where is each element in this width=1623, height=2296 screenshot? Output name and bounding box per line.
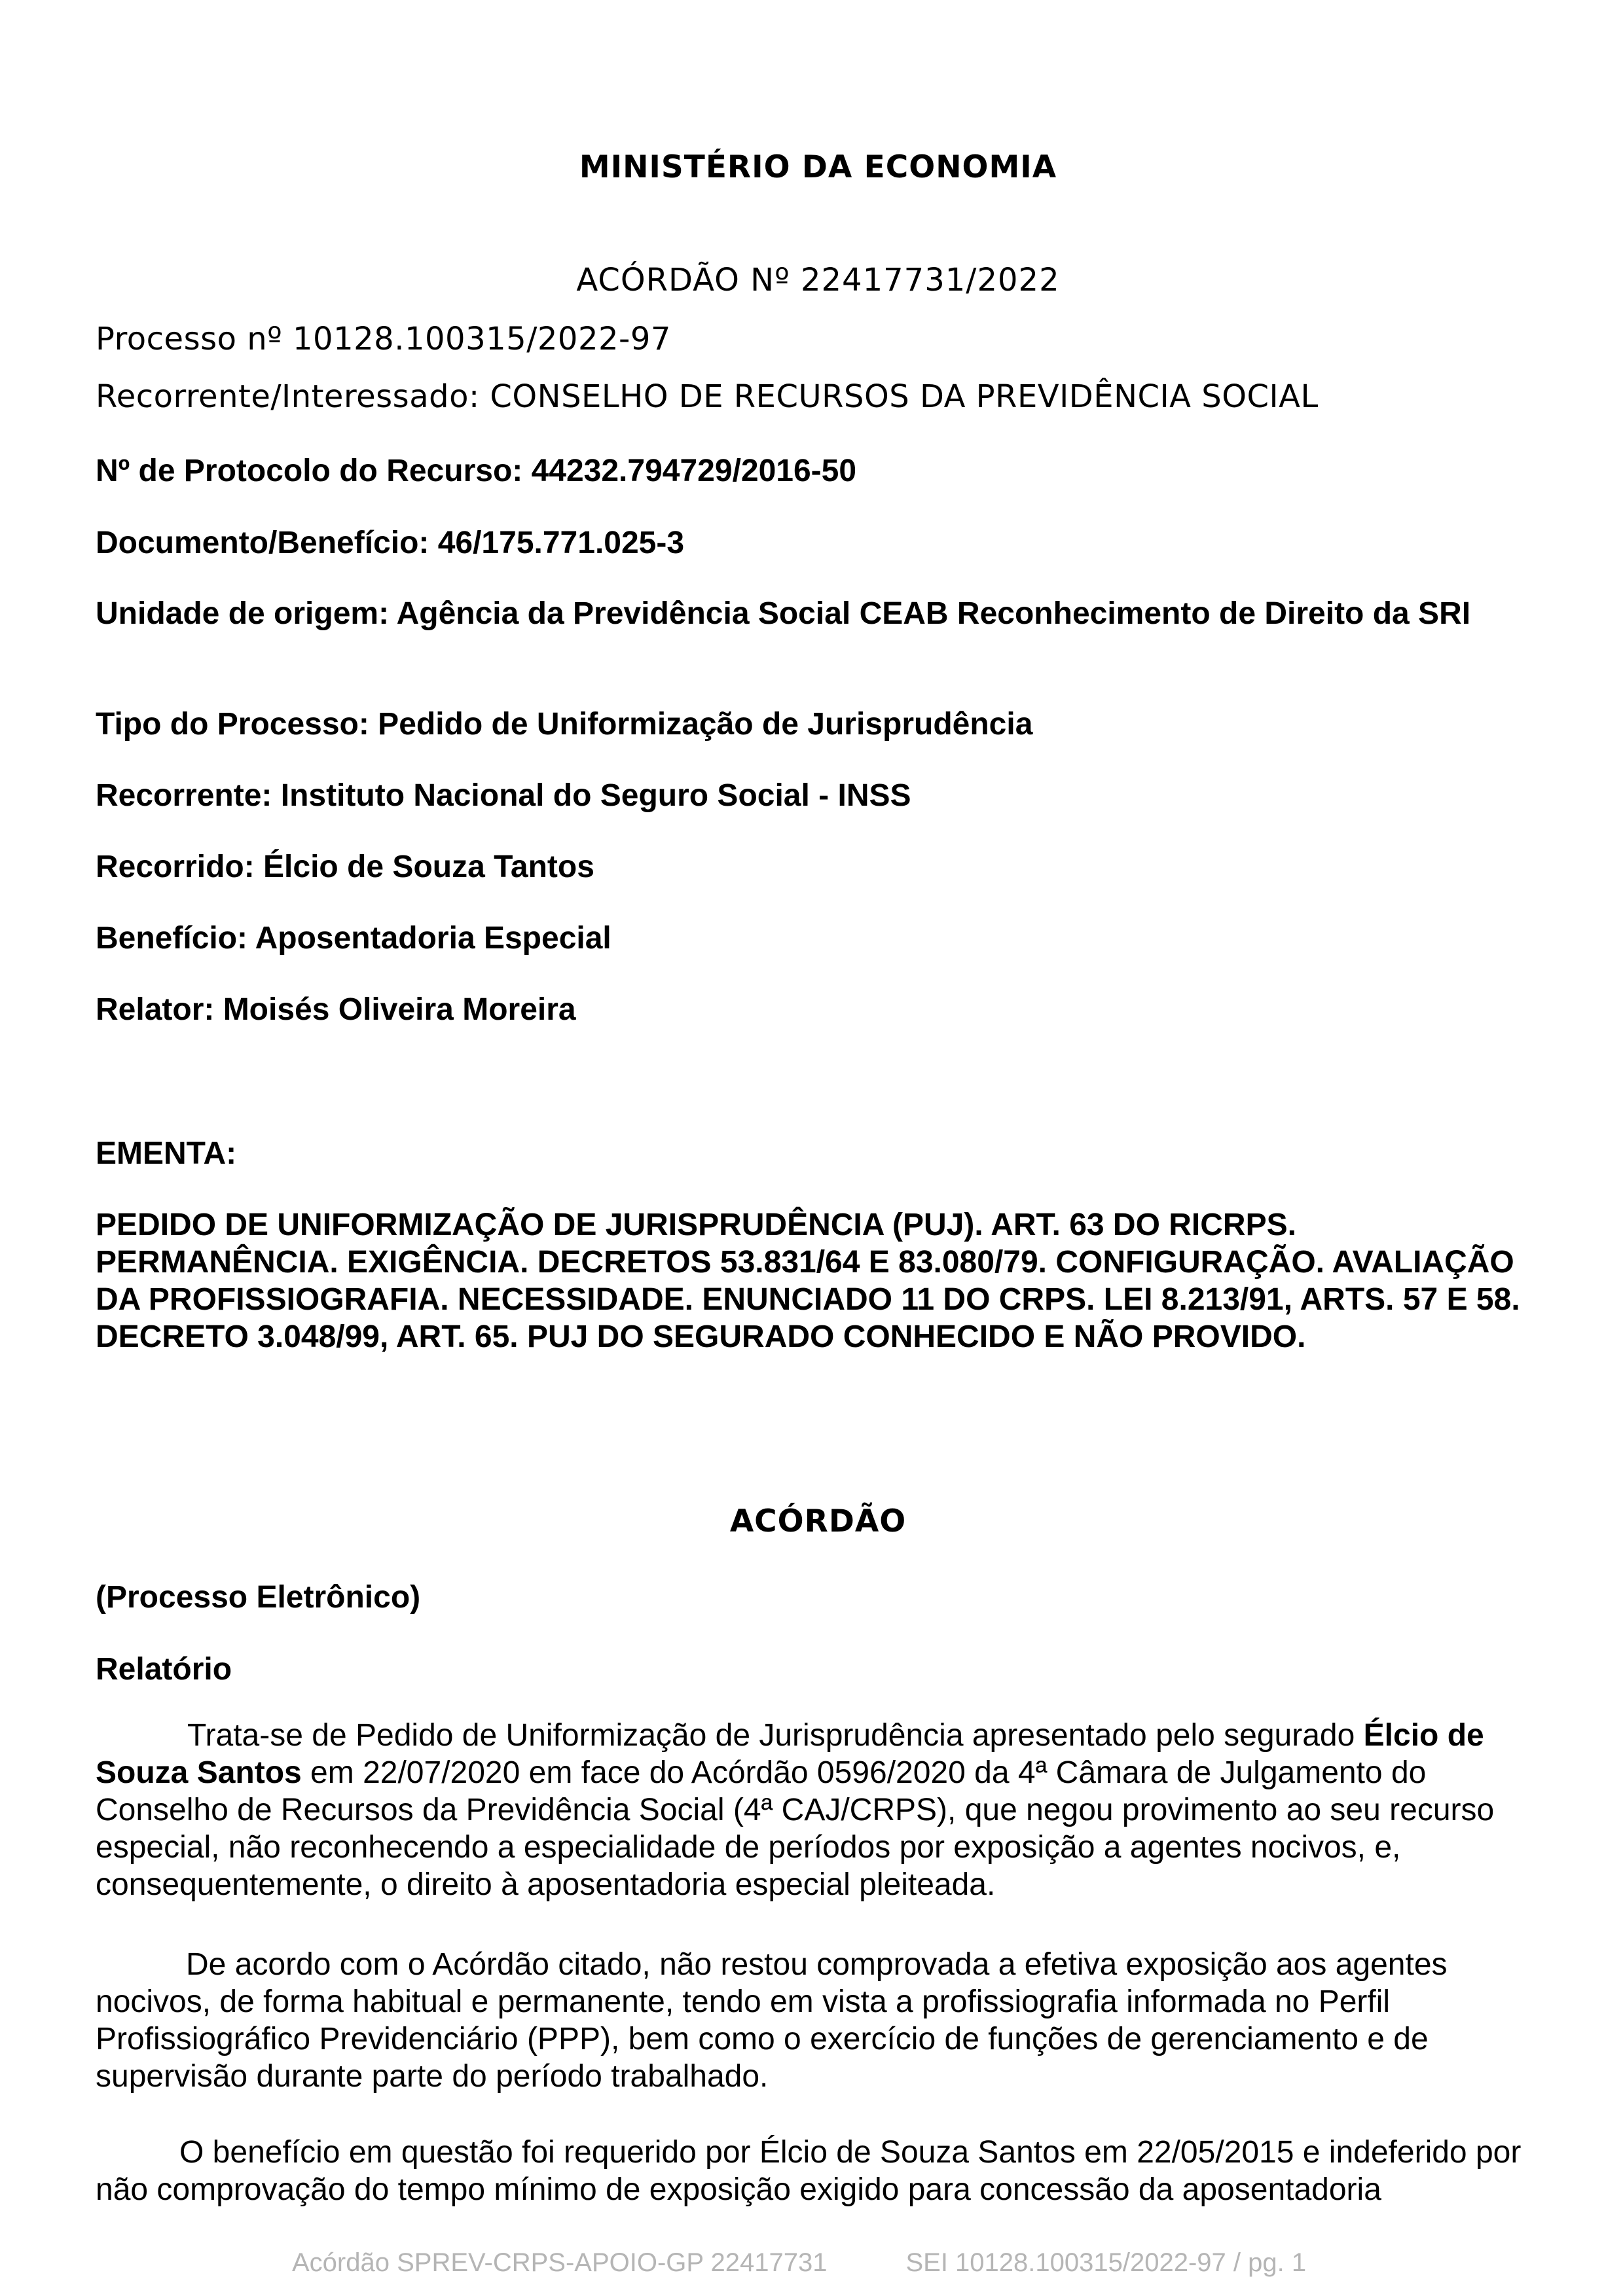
processo-eletronico-label: (Processo Eletrônico) <box>96 1580 421 1615</box>
p1-text-after: em 22/07/2020 em face do Acórdão 0596/2020 da 4ª Câmara de Julgamento do Conselho de Recursos da Previdência Social (4ª CAJ/CRPS), que negou provimento ao seu recurso especial, não reconhecendo a especialidade de períodos por exposição a agentes nocivos, e, consequentemente, o direito à aposentadoria especial pleiteada. <box>96 1755 1495 1902</box>
relatorio-paragraph-2 <box>96 1946 1523 2095</box>
footer-sei-page: SEI 10128.100315/2022-97 / pg. 1 <box>905 2248 1307 2277</box>
documento-beneficio-field: Documento/Benefício: 46/175.771.025-3 <box>96 526 685 560</box>
relatorio-heading: Relatório <box>96 1652 232 1687</box>
page-footer <box>292 2248 1306 2278</box>
tipo-processo-field: Tipo do Processo: Pedido de Uniformização de Jurisprudência <box>96 707 1033 742</box>
relatorio-paragraph-1 <box>96 1717 1523 1903</box>
unidade-origem-field: Unidade de origem: Agência da Previdência Social CEAB Reconhecimento de Direito da SRI <box>96 596 1471 631</box>
relatorio-paragraph-3 <box>96 2134 1523 2208</box>
p1-text-before: Trata-se de Pedido de Uniformização de Jurisprudência apresentado pelo segurado <box>187 1718 1364 1753</box>
p2-text: De acordo com o Acórdão citado, não restou comprovada a efetiva exposição aos agentes nocivos, de forma habitual e permanente, tendo em vista a profissiografia informada no Perfil Profissiográfico Previdenciário (PPP), bem como o exercício de funções de gerenciamento e de supervisão durante parte do período trabalhado. <box>96 1947 1448 2094</box>
ementa-text: PEDIDO DE UNIFORMIZAÇÃO DE JURISPRUDÊNCIA (PUJ). ART. 63 DO RICRPS. PERMANÊNCIA. EXIGÊNCIA. DECRETOS 53.831/64 E 83.080/79. CONFIGURAÇÃO. AVALIAÇÃO DA PROFISSIOGRAFIA. NECESSIDADE. ENUNCIADO 11 DO CRPS. LEI 8.213/91, ARTS. 57 E 58. DECRETO 3.048/99, ART. 65. PUJ DO SEGURADO CONHECIDO E NÃO PROVIDO. <box>96 1208 1520 1354</box>
acordao-title: ACÓRDÃO <box>729 1503 907 1539</box>
ministry-heading: MINISTÉRIO DA ECONOMIA <box>579 149 1057 185</box>
recorrente-field: Recorrente: Instituto Nacional do Seguro Social - INSS <box>96 778 911 813</box>
beneficio-field: Benefício: Aposentadoria Especial <box>96 921 611 956</box>
processo-number: Processo nº 10128.100315/2022-97 <box>96 321 671 357</box>
p3-text: O benefício em questão foi requerido por Élcio de Souza Santos em 22/05/2015 e indeferido por não comprovação do tempo mínimo de exposição exigido para concessão da aposentadoria <box>96 2135 1522 2207</box>
relator-field: Relator: Moisés Oliveira Moreira <box>96 992 576 1027</box>
protocolo-field: Nº de Protocolo do Recurso: 44232.794729/2016-50 <box>96 454 857 488</box>
ementa-label: EMENTA: <box>96 1136 237 1171</box>
footer-acordao-ref: Acórdão SPREV-CRPS-APOIO-GP 22417731 <box>292 2248 828 2277</box>
recorrente-interessado: Recorrente/Interessado: CONSELHO DE RECURSOS DA PREVIDÊNCIA SOCIAL <box>96 378 1319 415</box>
recorrido-field: Recorrido: Élcio de Souza Tantos <box>96 850 594 884</box>
acordao-number: ACÓRDÃO Nº 22417731/2022 <box>576 262 1060 298</box>
p1-segurado-name: Élcio de Souza Santos <box>96 1718 1484 1790</box>
